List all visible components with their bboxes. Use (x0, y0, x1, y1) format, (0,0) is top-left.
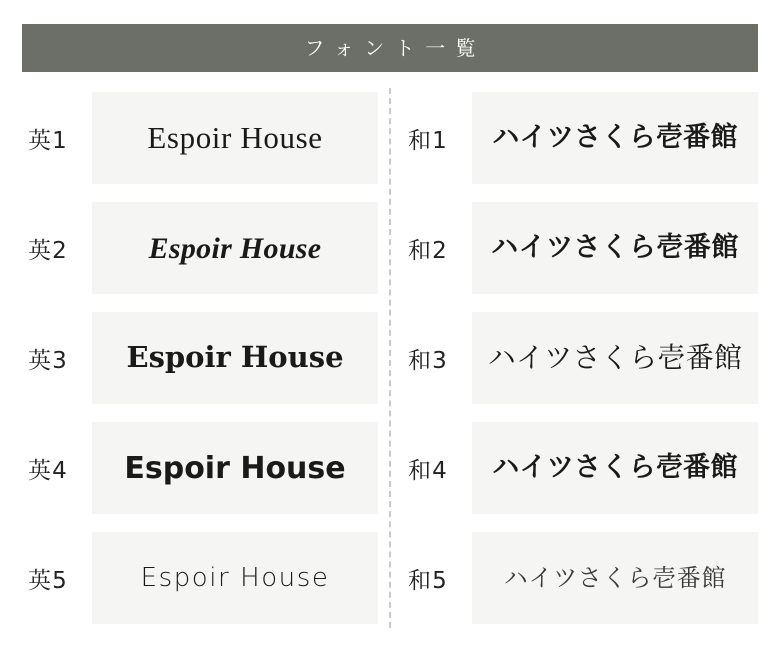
font-row[interactable] (22, 308, 378, 408)
font-sample-ja-3: ハイツさくら壱番館 (472, 312, 758, 404)
font-row-label: 英3 (28, 347, 68, 374)
font-sample-ja-4: ハイツさくら壱番館 (472, 422, 758, 514)
font-row-label: 英5 (28, 567, 68, 594)
font-row-label: 和5 (408, 567, 448, 594)
font-row[interactable] (22, 528, 378, 628)
font-row[interactable] (402, 308, 758, 408)
font-row-label: 英1 (28, 127, 68, 154)
font-sample-en-3: Espoir House (92, 312, 378, 404)
font-sample-en-4: Espoir House (92, 422, 378, 514)
font-row-label: 和4 (408, 457, 448, 484)
font-row[interactable] (22, 88, 378, 188)
font-sample-ja-1: ハイツさくら壱番館 (472, 92, 758, 184)
font-columns (22, 88, 758, 628)
font-row[interactable] (402, 418, 758, 518)
font-row-label: 和2 (408, 237, 448, 264)
column-divider (378, 88, 402, 628)
font-row-label: 和1 (408, 127, 448, 154)
font-row-label: 英2 (28, 237, 68, 264)
header-bar (22, 24, 758, 72)
font-sample-en-2: Espoir House (92, 202, 378, 294)
font-sample-en-1: Espoir House (92, 92, 378, 184)
page-title: フォント一覧 (304, 36, 486, 60)
font-row[interactable] (22, 198, 378, 298)
japanese-font-column (402, 88, 758, 628)
font-row[interactable] (22, 418, 378, 518)
font-row[interactable] (402, 198, 758, 298)
font-row[interactable] (402, 528, 758, 628)
font-sample-ja-5: ハイツさくら壱番館 (472, 532, 758, 624)
font-row-label: 英4 (28, 457, 68, 484)
font-row[interactable] (402, 88, 758, 188)
divider-line (389, 88, 391, 628)
font-row-label: 和3 (408, 347, 448, 374)
font-sample-en-5: Espoir House (92, 532, 378, 624)
font-sample-ja-2: ハイツさくら壱番館 (472, 202, 758, 294)
english-font-column (22, 88, 378, 628)
